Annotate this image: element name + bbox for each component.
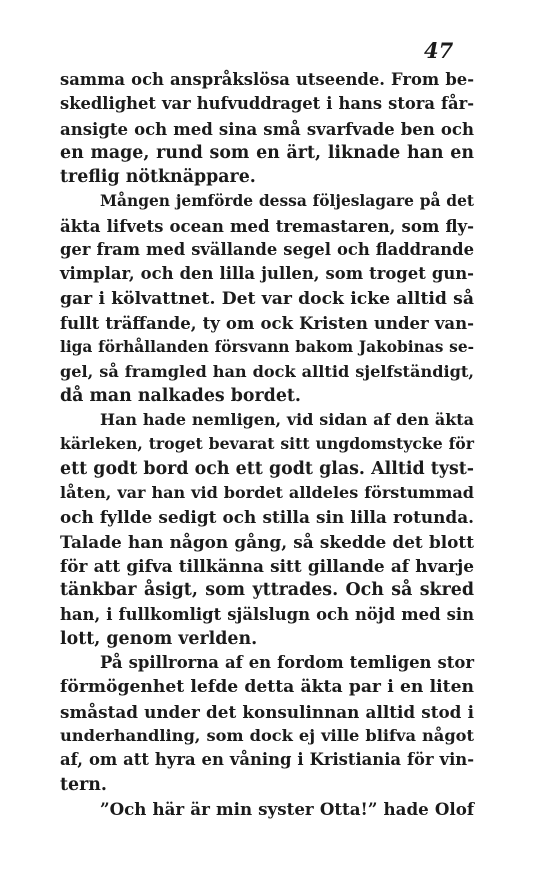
- text-line: ansigte och med sina små svarfvade ben och: [60, 118, 474, 139]
- text-line: tern.: [60, 774, 107, 795]
- text-line: ger fram med svällande segel och fladdrande: [60, 240, 474, 260]
- text-line: Mången jemförde dessa följeslagare på det: [100, 192, 474, 211]
- text-line: fullt träffande, ty om ock Kristen under van-: [60, 312, 474, 333]
- text-line: underhandling, som dock ej ville blifva något: [60, 726, 474, 746]
- text-line: då man nalkades bordet.: [60, 385, 301, 406]
- text-line: ett godt bord och ett godt glas. Alltid tyst-: [60, 458, 474, 479]
- text-line: lott, genom verlden.: [60, 628, 258, 649]
- text-line: han, i fullkomligt själslugn och nöjd med sin: [60, 604, 474, 624]
- text-line: kärleken, troget bevarat sitt ungdomstycke för: [60, 434, 474, 454]
- text-line: samma och anspråkslösa utseende. From be-: [60, 70, 474, 89]
- text-line: Han hade nemligen, vid sidan af den äkta: [100, 410, 474, 430]
- text-line: treflig nötknäppare.: [60, 167, 256, 188]
- text-line: för att gifva tillkänna sitt gillande af hvarje: [60, 555, 474, 576]
- text-line: och fyllde sedigt och stilla sin lilla rotunda.: [60, 507, 474, 528]
- text-line: vimplar, och den lilla jullen, som troget gun-: [60, 264, 474, 284]
- text-line: tänkbar åsigt, som yttrades. Och så skred: [60, 580, 474, 601]
- text-line: en mage, rund som en ärt, liknade han en: [60, 142, 474, 163]
- text-line: Talade han någon gång, så skedde det blott: [60, 531, 474, 552]
- text-line: äkta lifvets ocean med tremastaren, som fly-: [60, 215, 474, 236]
- text-line: ”Och här är min syster Otta!” hade Olof: [100, 798, 474, 819]
- text-line: gel, så framgled han dock alltid sjelfständigt,: [60, 361, 474, 381]
- text-line: låten, var han vid bordet alldeles förstummad: [60, 483, 474, 503]
- text-line: På spillrorna af en fordom temligen stor: [100, 653, 474, 673]
- text-line: gar i kölvattnet. Det var dock icke alltid så: [60, 288, 474, 309]
- body-text: [60, 68, 474, 821]
- page-number: 47: [424, 38, 454, 63]
- text-line: af, om att hyra en våning i Kristiania för vin-: [60, 750, 474, 770]
- text-line: liga förhållanden försvann bakom Jakobinas se-: [60, 338, 474, 357]
- text-line: småstad under det konsulinnan alltid stod i: [60, 701, 474, 722]
- text-line: förmögenhet lefde detta äkta par i en liten: [60, 677, 474, 698]
- text-line: skedlighet var hufvuddraget i hans stora får-: [60, 94, 474, 114]
